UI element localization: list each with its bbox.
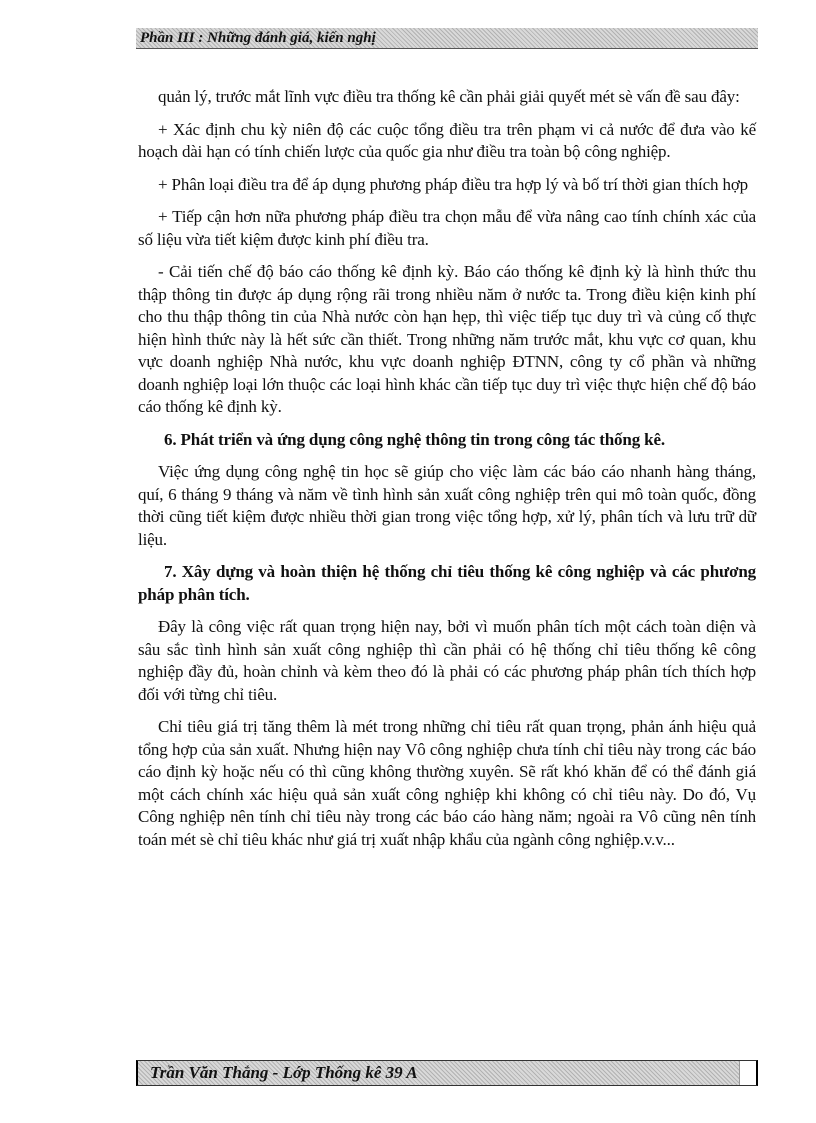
page-footer <box>136 1060 758 1086</box>
paragraph-intro: quản lý, trước mắt lĩnh vực điều tra thống kê cần phải giải quyết mét sè vấn đề sau đây: <box>158 87 740 106</box>
paragraph-bullet-3: + Tiếp cận hơn nữa phương pháp điều tra chọn mẫu để vừa nâng cao tính chính xác của số liệu vừa tiết kiệm được kinh phí điều tra. <box>138 207 756 249</box>
paragraph-reporting: - Cải tiến chế độ báo cáo thống kê định kỳ. Báo cáo thống kê định kỳ là hình thức thu thập thông tin được áp dụng rộng rãi trong nhiều năm ở nước ta. Trong điều kiện kinh phí cho thu thập thông tin của Nhà nước còn hạn hẹp, thì việc tiếp tục duy trì và củng cố thực hiện hình thức này là hết sức cần thiết. Trong những năm trước mắt, khu vực cơ quan, khu vực doanh nghiệp Nhà nước, khu vực doanh nghiệp ĐTNN, công ty cổ phần và những doanh nghiệp loại lớn thuộc các loại hình khác cần tiếp tục duy trì việc thực hiện chế độ báo cáo thống kê định kỳ. <box>138 262 756 416</box>
header-title: Phần III : Những đánh giá, kiến nghị <box>140 30 376 46</box>
page-header <box>136 28 758 49</box>
section-7-body-2: Chỉ tiêu giá trị tăng thêm là mét trong những chỉ tiêu rất quan trọng, phản ánh hiệu quả tổng hợp của sản xuất. Nhưng hiện nay Vô công nghiệp chưa tính chỉ tiêu này trong các báo cáo định kỳ hoặc nếu có thì cũng không thường xuyên. Sẽ rất khó khăn để có thể đánh giá một cách chính xác hiệu quả sản xuất công nghiệp khi không có chỉ tiêu này. Do đó, Vụ Công nghiệp nên tính chỉ tiêu này trong các báo cáo hàng năm; ngoài ra Vô cũng nên tính toán mét sè chỉ tiêu khác như giá trị xuất nhập khẩu của ngành công nghiệp.v.v... <box>138 717 756 849</box>
section-6-body: Việc ứng dụng công nghệ tin học sẽ giúp cho việc làm các báo cáo nhanh hàng tháng, quí, 6 tháng 9 tháng và năm về tình hình sản xuất công nghiệp trên qui mô toàn quốc, đồng thời cũng tiết kiệm được nhiều thời gian trong việc tổng hợp, xử lý, phân tích và lưu trữ dữ liệu. <box>138 462 756 549</box>
section-7-heading: 7. Xây dựng và hoàn thiện hệ thống chỉ tiêu thống kê công nghiệp và các phương pháp phân tích. <box>138 562 756 604</box>
footer-page-box <box>739 1061 756 1085</box>
document-body <box>138 86 756 861</box>
paragraph-bullet-1: + Xác định chu kỳ niên độ các cuộc tổng điều tra trên phạm vi cả nước để đưa vào kế hoạch dài hạn có tính chiến lược của quốc gia như điều tra toàn bộ công nghiệp. <box>138 119 756 161</box>
footer-title: Trần Văn Thắng - Lớp Thống kê 39 A <box>150 1063 418 1082</box>
section-7-body-1: Đây là công việc rất quan trọng hiện nay, bởi vì muốn phân tích một cách toàn diện và sâu sắc tình hình sản xuất công nghiệp thì cần phải có hệ thống chỉ tiêu thống kê công nghiệp đầy đủ, hoàn chỉnh và kèm theo đó là phải có các phương pháp phân tích thích hợp đối với từng chỉ tiêu. <box>138 617 756 704</box>
section-6-heading: 6. Phát triển và ứng dụng công nghệ thông tin trong công tác thống kê. <box>164 429 665 449</box>
paragraph-bullet-2: + Phân loại điều tra để áp dụng phương pháp điều tra hợp lý và bố trí thời gian thích hợp <box>158 174 749 194</box>
